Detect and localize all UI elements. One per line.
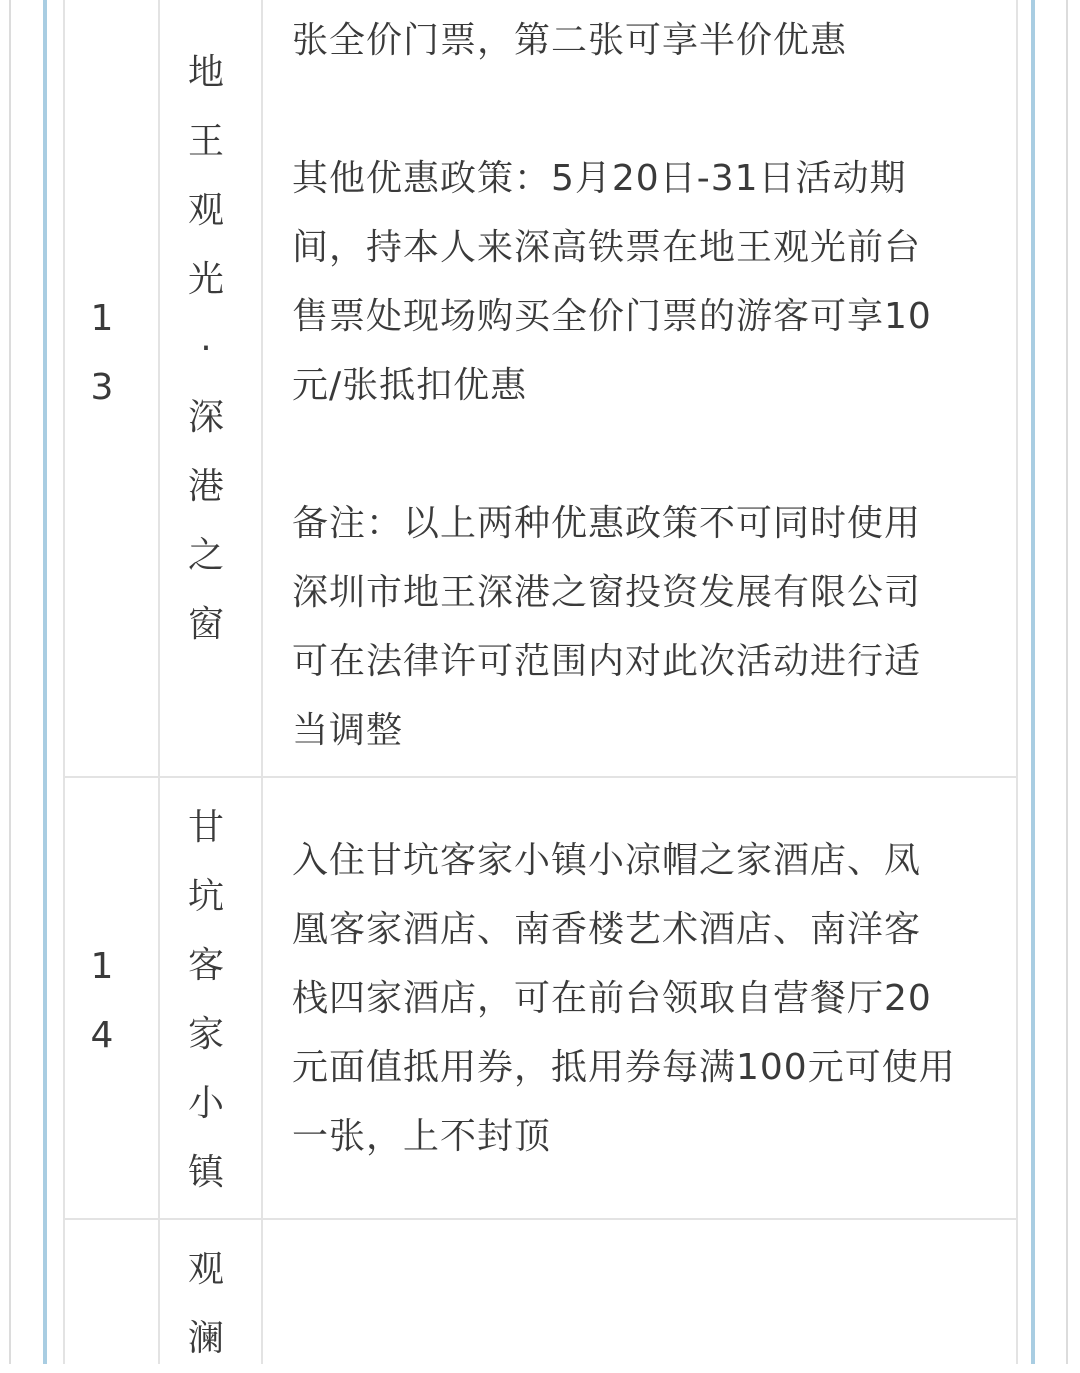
venue-name-char: 客 — [187, 945, 224, 986]
venue-name-char: 坑 — [187, 876, 224, 917]
venue-name-char: 镇 — [187, 1152, 224, 1193]
promotion-description: 入住甘坑客家小镇小凉帽之家酒店、凤 凰客家酒店、南香楼艺术酒店、南洋客 栈四家酒店，可在前台领取自营餐厅20 元面值抵用券，抵用券每满100元可使用 一张，上不封顶 — [292, 840, 956, 1157]
venue-name-char: 甘 — [187, 807, 224, 848]
venue-name-char: 家 — [187, 1014, 224, 1055]
venue-name-char: 王 — [187, 121, 224, 162]
venue-name-char: · — [200, 328, 212, 369]
row-number-char: 1 — [90, 298, 114, 339]
page-frame-bar-left — [43, 0, 47, 1364]
venue-name — [180, 38, 232, 659]
venue-name-char: 地 — [187, 52, 224, 93]
venue-name — [180, 1235, 232, 1373]
venue-name-char: 观 — [187, 1249, 224, 1290]
page-frame-line-right — [1066, 0, 1068, 1364]
venue-name-char: 窗 — [187, 604, 224, 645]
page-frame-line-left — [9, 0, 11, 1364]
venue-name — [180, 793, 232, 1207]
row-number-char: 1 — [90, 946, 114, 987]
venue-name-char: 澜 — [187, 1318, 224, 1359]
venue-name-char: 小 — [187, 1083, 224, 1124]
table-border-name-col — [261, 0, 263, 1364]
table-border-num-col — [158, 0, 160, 1364]
venue-name-char: 深 — [187, 397, 224, 438]
row-number-char: 3 — [90, 367, 114, 408]
venue-name-char: 光 — [187, 259, 224, 300]
page-frame-bar-right — [1031, 0, 1035, 1364]
promotion-description: 张全价门票，第二张可享半价优惠 其他优惠政策：5月20日-31日活动期 间，持本人来深高铁票在地王观光前台 售票处现场购买全价门票的游客可享10 元/张抵扣优惠 备注：以上两种优惠政策不可同时使用 深圳市地王深港之窗投资发展有限公司 可在法律许可范围内对此次活动进行适 当调整 — [292, 20, 932, 751]
row-number — [80, 932, 124, 1070]
table-row-divider — [63, 776, 1018, 778]
table-border-left — [63, 0, 65, 1364]
venue-name-char: 观 — [187, 190, 224, 231]
venue-name-char: 港 — [187, 466, 224, 507]
table-border-right — [1016, 0, 1018, 1364]
table-row-divider — [63, 1218, 1018, 1220]
venue-name-char: 之 — [187, 535, 224, 576]
row-number — [80, 284, 124, 422]
row-number-char: 4 — [90, 1015, 114, 1056]
